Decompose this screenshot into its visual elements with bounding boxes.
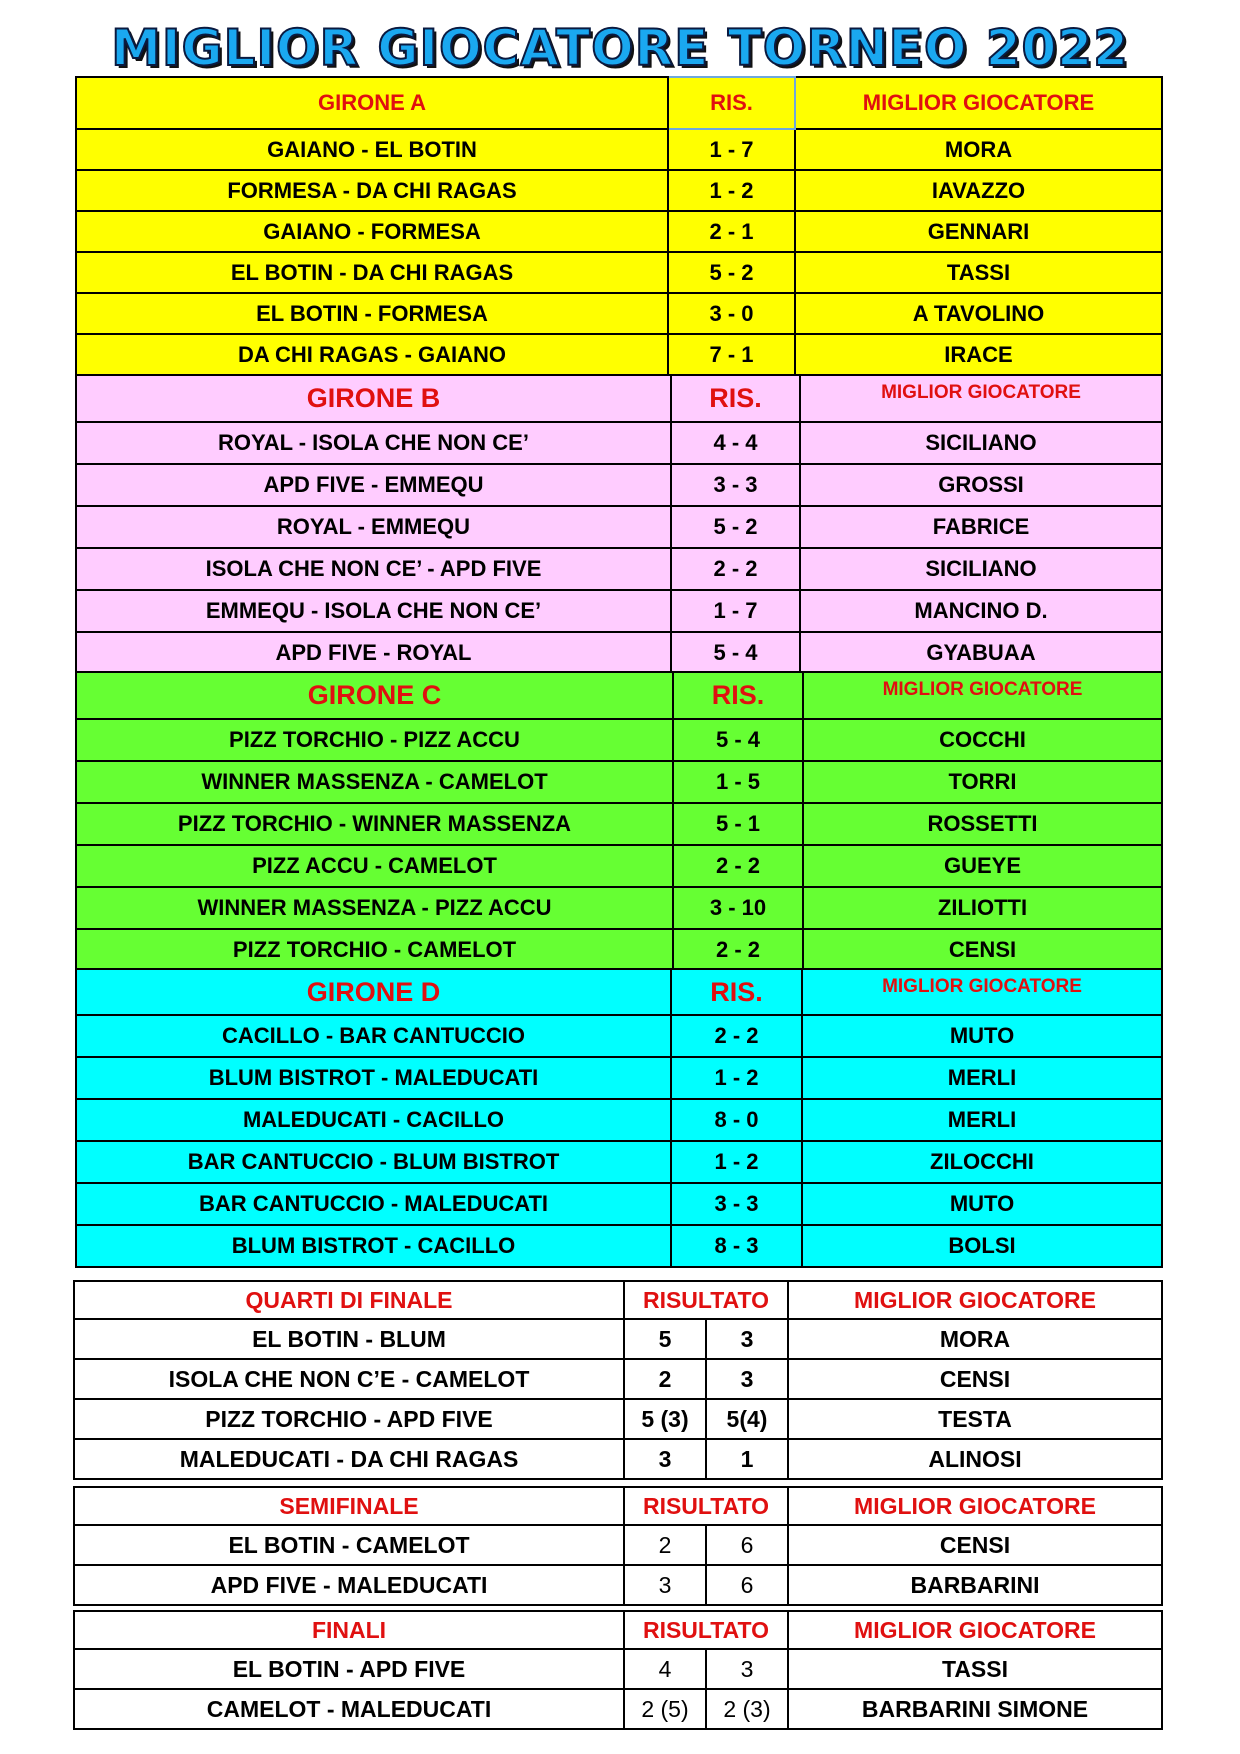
match-cell: CACILLO - BAR CANTUCCIO (76, 1015, 671, 1057)
player-cell: BOLSI (802, 1225, 1162, 1267)
round-name: QUARTI DI FINALE (74, 1281, 624, 1319)
table-row (76, 293, 1162, 334)
page-title: MIGLIOR GIOCATORE TORNEO 2022 (111, 19, 1129, 77)
table-row (76, 719, 1162, 761)
result-header: RIS. (668, 77, 795, 129)
table-row (76, 170, 1162, 211)
table-row (76, 929, 1162, 971)
match-cell: ISOLA CHE NON C’E - CAMELOT (74, 1359, 624, 1399)
player-cell: CENSI (803, 929, 1162, 971)
group-a-header (76, 77, 1162, 129)
round-name: FINALI (74, 1611, 624, 1649)
table-row (76, 334, 1162, 375)
player-cell: CENSI (788, 1525, 1162, 1565)
table-row (76, 887, 1162, 929)
score-home-cell: 5 (3) (624, 1399, 706, 1439)
player-cell: SICILIANO (800, 548, 1162, 590)
group-b-table (75, 374, 1163, 675)
table-row (76, 1225, 1162, 1267)
score-away-cell: 1 (706, 1439, 788, 1479)
table-row (76, 761, 1162, 803)
best-player-header: MIGLIOR GIOCATORE (795, 77, 1162, 129)
round-name: SEMIFINALE (74, 1487, 624, 1525)
player-cell: BARBARINI (788, 1565, 1162, 1605)
group-name: GIRONE A (76, 77, 668, 129)
result-header: RISULTATO (624, 1487, 788, 1525)
match-cell: BAR CANTUCCIO - BLUM BISTROT (76, 1141, 671, 1183)
match-cell: CAMELOT - MALEDUCATI (74, 1689, 624, 1729)
match-cell: PIZZ TORCHIO - WINNER MASSENZA (76, 803, 673, 845)
match-cell: WINNER MASSENZA - CAMELOT (76, 761, 673, 803)
score-cell: 5 - 4 (671, 632, 800, 674)
score-home-cell: 3 (624, 1439, 706, 1479)
semifinals-table (73, 1486, 1163, 1606)
player-cell: GROSSI (800, 464, 1162, 506)
group-d-header (76, 969, 1162, 1015)
score-home-cell: 5 (624, 1319, 706, 1359)
match-cell: MALEDUCATI - DA CHI RAGAS (74, 1439, 624, 1479)
match-cell: DA CHI RAGAS - GAIANO (76, 334, 668, 375)
table-row (74, 1439, 1162, 1479)
score-home-cell: 2 (624, 1359, 706, 1399)
result-header: RISULTATO (624, 1611, 788, 1649)
player-cell: MUTO (802, 1015, 1162, 1057)
player-cell: MORA (788, 1319, 1162, 1359)
match-cell: APD FIVE - ROYAL (76, 632, 671, 674)
table-row (76, 590, 1162, 632)
score-cell: 5 - 2 (668, 252, 795, 293)
player-cell: GYABUAA (800, 632, 1162, 674)
best-player-header: MIGLIOR GIOCATORE (803, 672, 1162, 719)
quarterfinals-header (74, 1281, 1162, 1319)
match-cell: EL BOTIN - DA CHI RAGAS (76, 252, 668, 293)
group-c-table (75, 671, 1163, 972)
player-cell: MERLI (802, 1057, 1162, 1099)
match-cell: GAIANO - FORMESA (76, 211, 668, 252)
player-cell: MERLI (802, 1099, 1162, 1141)
score-cell: 2 - 2 (673, 929, 803, 971)
score-away-cell: 5(4) (706, 1399, 788, 1439)
player-cell: TORRI (803, 761, 1162, 803)
player-cell: IRACE (795, 334, 1162, 375)
score-cell: 5 - 1 (673, 803, 803, 845)
player-cell: ZILOCCHI (802, 1141, 1162, 1183)
score-cell: 1 - 5 (673, 761, 803, 803)
match-cell: EMMEQU - ISOLA CHE NON CE’ (76, 590, 671, 632)
score-cell: 1 - 2 (671, 1141, 802, 1183)
group-name: GIRONE B (76, 375, 671, 422)
table-row (76, 506, 1162, 548)
group-b-header (76, 375, 1162, 422)
group-name: GIRONE D (76, 969, 671, 1015)
result-header: RIS. (671, 969, 802, 1015)
match-cell: ISOLA CHE NON CE’ - APD FIVE (76, 548, 671, 590)
score-cell: 3 - 3 (671, 464, 800, 506)
score-away-cell: 3 (706, 1319, 788, 1359)
table-row (76, 1183, 1162, 1225)
score-cell: 1 - 7 (671, 590, 800, 632)
table-row (76, 252, 1162, 293)
match-cell: PIZZ TORCHIO - CAMELOT (76, 929, 673, 971)
match-cell: PIZZ TORCHIO - APD FIVE (74, 1399, 624, 1439)
player-cell: MUTO (802, 1183, 1162, 1225)
table-row (74, 1649, 1162, 1689)
group-c-header (76, 672, 1162, 719)
group-name: GIRONE C (76, 672, 673, 719)
best-player-header: MIGLIOR GIOCATORE (788, 1281, 1162, 1319)
score-cell: 5 - 2 (671, 506, 800, 548)
best-player-header: MIGLIOR GIOCATORE (802, 969, 1162, 1015)
score-cell: 1 - 2 (668, 170, 795, 211)
finals-table (73, 1610, 1163, 1730)
result-header: RIS. (671, 375, 800, 422)
table-row (76, 632, 1162, 674)
score-cell: 3 - 0 (668, 293, 795, 334)
player-cell: IAVAZZO (795, 170, 1162, 211)
player-cell: ZILIOTTI (803, 887, 1162, 929)
player-cell: CENSI (788, 1359, 1162, 1399)
table-row (76, 211, 1162, 252)
score-away-cell: 3 (706, 1649, 788, 1689)
score-cell: 1 - 2 (671, 1057, 802, 1099)
match-cell: BAR CANTUCCIO - MALEDUCATI (76, 1183, 671, 1225)
match-cell: PIZZ ACCU - CAMELOT (76, 845, 673, 887)
match-cell: ROYAL - EMMEQU (76, 506, 671, 548)
best-player-header: MIGLIOR GIOCATORE (788, 1611, 1162, 1649)
group-d-table (75, 968, 1163, 1268)
score-away-cell: 6 (706, 1565, 788, 1605)
score-cell: 2 - 2 (671, 1015, 802, 1057)
score-cell: 8 - 0 (671, 1099, 802, 1141)
player-cell: TESTA (788, 1399, 1162, 1439)
score-cell: 2 - 1 (668, 211, 795, 252)
table-row (76, 464, 1162, 506)
match-cell: EL BOTIN - FORMESA (76, 293, 668, 334)
table-row (76, 422, 1162, 464)
table-row (74, 1359, 1162, 1399)
player-cell: FABRICE (800, 506, 1162, 548)
table-row (76, 803, 1162, 845)
match-cell: APD FIVE - MALEDUCATI (74, 1565, 624, 1605)
group-a-table (75, 76, 1163, 376)
match-cell: FORMESA - DA CHI RAGAS (76, 170, 668, 211)
score-home-cell: 4 (624, 1649, 706, 1689)
player-cell: ALINOSI (788, 1439, 1162, 1479)
match-cell: BLUM BISTROT - CACILLO (76, 1225, 671, 1267)
result-header: RISULTATO (624, 1281, 788, 1319)
table-row (76, 1015, 1162, 1057)
match-cell: APD FIVE - EMMEQU (76, 464, 671, 506)
score-home-cell: 2 (5) (624, 1689, 706, 1729)
score-away-cell: 2 (3) (706, 1689, 788, 1729)
table-row (76, 845, 1162, 887)
score-cell: 5 - 4 (673, 719, 803, 761)
match-cell: MALEDUCATI - CACILLO (76, 1099, 671, 1141)
match-cell: GAIANO - EL BOTIN (76, 129, 668, 170)
player-cell: ROSSETTI (803, 803, 1162, 845)
player-cell: MORA (795, 129, 1162, 170)
score-away-cell: 6 (706, 1525, 788, 1565)
match-cell: ROYAL - ISOLA CHE NON CE’ (76, 422, 671, 464)
score-cell: 3 - 3 (671, 1183, 802, 1225)
table-row (76, 1099, 1162, 1141)
player-cell: GENNARI (795, 211, 1162, 252)
score-cell: 2 - 2 (673, 845, 803, 887)
score-home-cell: 2 (624, 1525, 706, 1565)
player-cell: BARBARINI SIMONE (788, 1689, 1162, 1729)
finals-header (74, 1611, 1162, 1649)
table-row (76, 129, 1162, 170)
best-player-header: MIGLIOR GIOCATORE (800, 375, 1162, 422)
table-row (76, 548, 1162, 590)
table-row (74, 1565, 1162, 1605)
player-cell: A TAVOLINO (795, 293, 1162, 334)
match-cell: EL BOTIN - CAMELOT (74, 1525, 624, 1565)
table-row (74, 1525, 1162, 1565)
player-cell: MANCINO D. (800, 590, 1162, 632)
match-cell: BLUM BISTROT - MALEDUCATI (76, 1057, 671, 1099)
match-cell: EL BOTIN - BLUM (74, 1319, 624, 1359)
score-cell: 2 - 2 (671, 548, 800, 590)
player-cell: TASSI (788, 1649, 1162, 1689)
score-cell: 1 - 7 (668, 129, 795, 170)
table-row (74, 1319, 1162, 1359)
table-row (76, 1057, 1162, 1099)
score-cell: 4 - 4 (671, 422, 800, 464)
player-cell: SICILIANO (800, 422, 1162, 464)
table-row (74, 1689, 1162, 1729)
score-cell: 8 - 3 (671, 1225, 802, 1267)
table-row (76, 1141, 1162, 1183)
score-away-cell: 3 (706, 1359, 788, 1399)
player-cell: COCCHI (803, 719, 1162, 761)
score-home-cell: 3 (624, 1565, 706, 1605)
semifinals-header (74, 1487, 1162, 1525)
match-cell: PIZZ TORCHIO - PIZZ ACCU (76, 719, 673, 761)
player-cell: TASSI (795, 252, 1162, 293)
match-cell: WINNER MASSENZA - PIZZ ACCU (76, 887, 673, 929)
match-cell: EL BOTIN - APD FIVE (74, 1649, 624, 1689)
result-header: RIS. (673, 672, 803, 719)
player-cell: GUEYE (803, 845, 1162, 887)
score-cell: 7 - 1 (668, 334, 795, 375)
score-cell: 3 - 10 (673, 887, 803, 929)
best-player-header: MIGLIOR GIOCATORE (788, 1487, 1162, 1525)
table-row (74, 1399, 1162, 1439)
quarterfinals-table (73, 1280, 1163, 1480)
